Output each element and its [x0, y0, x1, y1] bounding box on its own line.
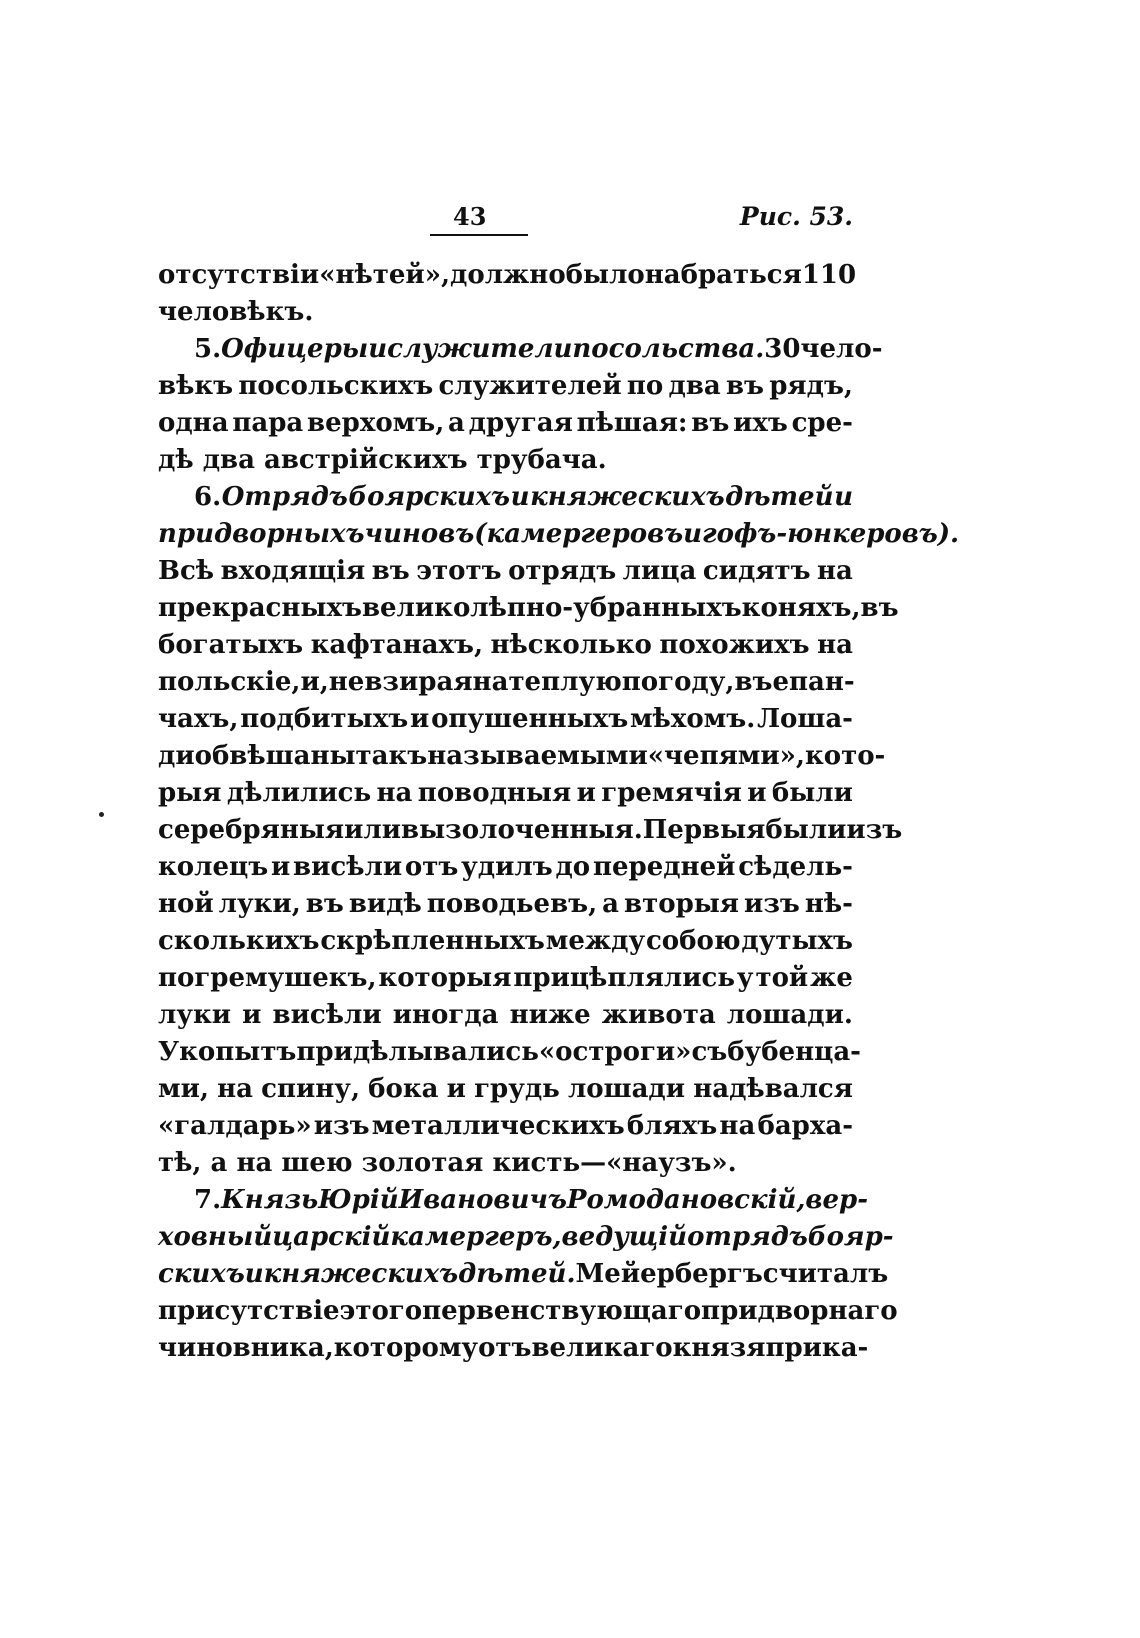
- text-line: тѣ, а на шею золотая кисть—«наузъ».: [158, 1148, 737, 1178]
- text-line: одна пара верхомъ, а другая пѣшая: въ ихъ сре-: [158, 408, 853, 438]
- text-line: присутствіе этого первенствующаго придворнаго: [158, 1296, 898, 1326]
- text-line: колецъ и висѣли отъ удилъ до передней сѣдель-: [158, 852, 853, 882]
- text-line: 6. Отрядъ боярскихъ и княжескихъ дѣтей и: [194, 482, 853, 512]
- text-line: «галдарь» изъ металлическихъ бляхъ на барха-: [158, 1111, 853, 1141]
- text-line: прекрасныхъ великолѣпно-убранныхъ коняхъ, въ: [158, 593, 899, 623]
- text-line: чахъ, подбитыхъ и опушенныхъ мѣхомъ. Лоша-: [158, 704, 853, 734]
- body-text: [158, 260, 960, 1370]
- text-line: луки и висѣли иногда ниже живота лошади.: [158, 1000, 853, 1030]
- text-line: 7. Князь Юрій Ивановичъ Ромодановскій, вер-: [194, 1185, 869, 1215]
- text-line: богатыхъ кафтанахъ, нѣсколько похожихъ на: [158, 630, 853, 660]
- text-line: погремушекъ, которыя прицѣплялись у той же: [158, 963, 853, 993]
- page-number: 43: [453, 202, 487, 231]
- text-line: ми, на спину, бока и грудь лошади надѣвался: [158, 1074, 853, 1104]
- text-line: Всѣ входящія въ этотъ отрядъ лица сидятъ на: [158, 556, 853, 586]
- figure-reference: Рис. 53.: [739, 202, 853, 231]
- page-number-rule: [430, 234, 528, 236]
- text-line: вѣкъ посольскихъ служителей по два въ рядъ,: [158, 371, 853, 401]
- text-line: ной луки, въ видѣ поводьевъ, а вторыя изъ нѣ-: [158, 889, 853, 919]
- text-line: ховный царскій камергеръ, ведущій отрядъ бояр-: [158, 1222, 894, 1252]
- text-line: У копытъ придѣлывались «остроги» съ бубенца-: [158, 1037, 861, 1067]
- text-line: чиновника, которому отъ великаго князя прика-: [158, 1333, 869, 1363]
- text-line: польскіе, и, не взирая на теплую погоду, въ епан-: [158, 667, 855, 697]
- text-line: скихъ и княжескихъ дѣтей. Мейербергъ считалъ: [158, 1259, 889, 1289]
- text-line: придворныхъ чиновъ (камергеровъ и гофъ-юнкеровъ).: [158, 519, 960, 549]
- text-line: 5. Офицеры и служители посольства. 30 чело-: [194, 334, 883, 364]
- text-line: серебряныя или вызолоченныя. Первыя были изъ: [158, 815, 903, 845]
- text-line: отсутствіи «нѣтей», должно было набраться 110: [158, 260, 857, 290]
- text-line: дѣ два австрійскихъ трубача.: [158, 445, 607, 475]
- text-line: сколькихъ скрѣпленныхъ между собою дутыхъ: [158, 926, 853, 956]
- page-header: [158, 202, 853, 242]
- ink-dot: [99, 812, 104, 817]
- text-line: рыя дѣлились на поводныя и гремячія и были: [158, 778, 853, 808]
- text-line: ди обвѣшаны такъ называемыми «чепями», кото-: [158, 741, 886, 771]
- text-line: человѣкъ.: [158, 297, 314, 327]
